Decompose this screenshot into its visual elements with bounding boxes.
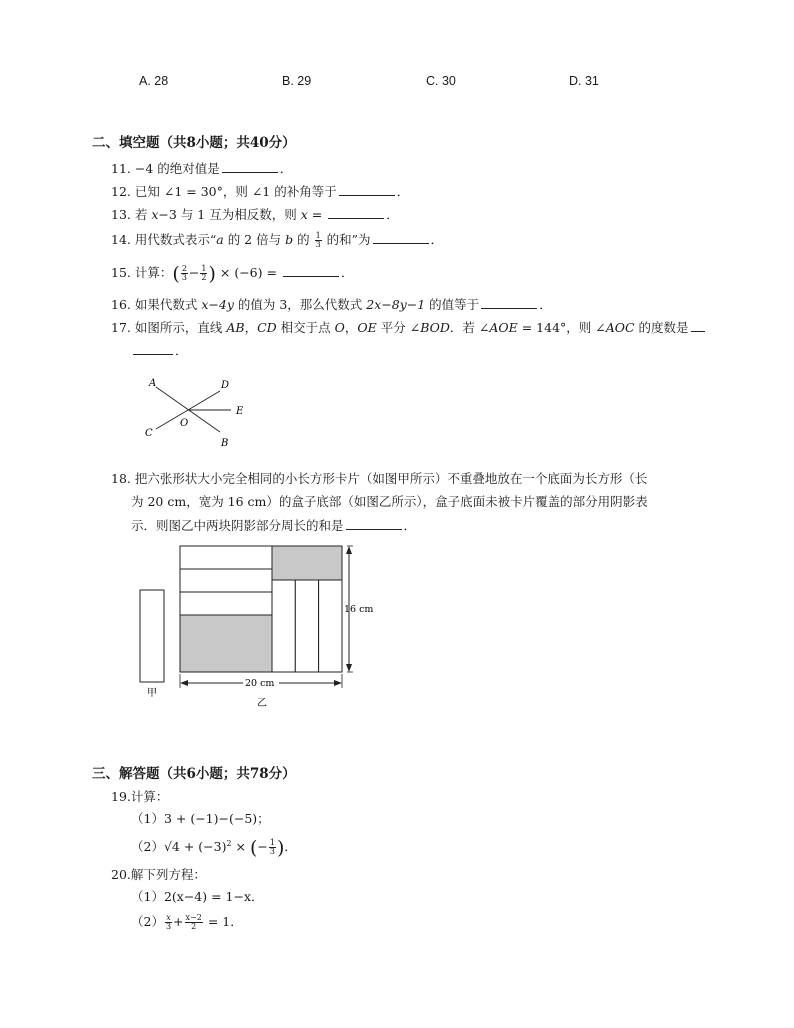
question-19 — [111, 789, 168, 805]
question-text: ． — [340, 265, 354, 280]
option-d: D. 31 — [569, 74, 599, 88]
question-20 — [111, 867, 206, 883]
line-name: AB — [226, 320, 245, 335]
question-text: × (−6) = — [215, 265, 281, 280]
question-text: 的度数是 — [634, 320, 689, 335]
angle-name: BOD — [420, 320, 450, 335]
answer-blank — [691, 319, 705, 332]
question-16 — [111, 296, 552, 313]
card-horizontal — [180, 546, 272, 569]
question-text: 若 — [134, 207, 152, 222]
question-number: 12. — [111, 184, 131, 199]
label-d: D — [221, 380, 230, 391]
question-text: ． — [175, 343, 188, 358]
question-number: 13. — [111, 207, 131, 222]
question-text: 平分 ∠ — [376, 320, 421, 335]
question-text: 计算： — [134, 265, 173, 280]
question-19-part-1: （1）3 + (−1)−(−5)； — [131, 811, 270, 826]
question-text: 把六张形状大小完全相同的小长方形卡片（如图甲所示）不重叠地放在一个底面为长方形（长 — [134, 471, 648, 486]
variable: b — [285, 232, 294, 247]
answer-blank — [481, 296, 537, 309]
fraction: $\frac{1}{2}$ — [201, 264, 207, 282]
question-18 — [111, 471, 647, 487]
question-15: 15. 计算：( $\frac{2}{3}$ − $\frac{1}{2}$ ) × (−6) = ． — [111, 263, 354, 285]
question-text: ， — [344, 320, 358, 335]
question-17 — [111, 319, 707, 336]
expression: = 1． — [203, 914, 243, 929]
shaded-region-right — [272, 546, 342, 580]
height-label: 16 cm — [344, 604, 374, 615]
answer-blank — [339, 183, 395, 196]
question-18-line3 — [131, 517, 416, 534]
fraction: $\frac{x}{3}$ — [165, 913, 172, 931]
question-number: 19. — [111, 789, 131, 804]
ray-name: OE — [357, 320, 377, 335]
option-c: C. 30 — [426, 74, 456, 88]
part-label: （2） — [131, 839, 164, 855]
card-jia — [140, 590, 164, 682]
question-number: 14. — [111, 232, 131, 247]
question-12 — [111, 183, 409, 200]
expression: 2x−8y−1 — [366, 297, 426, 312]
question-text: ．若 ∠ — [449, 320, 490, 335]
angle-name: AOE — [489, 320, 518, 335]
card-vertical — [272, 580, 295, 672]
answer-blank — [133, 342, 173, 355]
answer-blank — [346, 517, 402, 530]
variable: x — [151, 207, 159, 222]
question-18-line2: 为 20 cm，宽为 16 cm）的盒子底部（如图乙所示），盒子底面未被卡片覆盖的部分用阴影表 — [131, 494, 648, 509]
label-a: A — [149, 378, 157, 389]
question-text: 解下列方程： — [130, 867, 206, 882]
exponent: 2 — [226, 839, 232, 848]
question-text: −3 与 1 互为相反数，则 — [158, 207, 301, 222]
question-text: 的值为 3，那么代数式 — [233, 297, 367, 312]
card-horizontal — [180, 569, 272, 592]
question-text: 的 2 倍与 — [223, 232, 286, 247]
label-jia: 甲 — [147, 688, 157, 699]
question-number: 11. — [111, 161, 131, 176]
figure-18-card-box — [135, 540, 375, 712]
option-a: A. 28 — [139, 74, 169, 88]
expression: × — [231, 839, 250, 855]
section-2-title: 二、填空题（共8小题；共40分） — [92, 135, 296, 151]
question-text: ． — [430, 232, 444, 247]
question-20-part-1: （1）2(x−4) = 1−x． — [131, 889, 264, 904]
point-name: O — [334, 320, 345, 335]
fraction: $\frac{1}{3}$ — [315, 231, 321, 249]
question-number: 18. — [111, 471, 131, 486]
angle-name: AOC — [605, 320, 635, 335]
expression: x−4y — [201, 297, 234, 312]
question-number: 20. — [111, 867, 131, 882]
question-text: −4 的绝对值是 — [134, 161, 220, 176]
variable: a — [216, 232, 224, 247]
question-text: ． — [403, 518, 417, 533]
question-text: 用代数式表示“ — [134, 232, 217, 247]
label-b: B — [221, 438, 229, 449]
label-c: C — [145, 428, 153, 439]
question-number: 15. — [111, 265, 131, 280]
label-o: O — [180, 418, 189, 429]
expression: √4 + (−3) — [163, 839, 227, 855]
question-text: 相交于点 — [276, 320, 335, 335]
question-text: ． — [386, 207, 399, 222]
answer-blank — [373, 231, 429, 244]
option-b: B. 29 — [282, 74, 312, 88]
label-e: E — [236, 406, 244, 417]
question-text: = — [307, 207, 327, 222]
question-text: 示．则图乙中两块阴影部分周长的和是 — [131, 518, 344, 533]
card-horizontal — [180, 592, 272, 615]
fraction: $\frac{2}{3}$ — [181, 264, 187, 282]
question-text: = 144°，则 ∠ — [517, 320, 606, 335]
question-text: 如图所示，直线 — [134, 320, 227, 335]
fraction: $\frac{1}{3}$ — [269, 838, 275, 857]
question-text: 的 — [293, 232, 314, 247]
expression: ． — [284, 839, 297, 855]
question-text: ， — [244, 320, 258, 335]
answer-blank — [222, 160, 278, 173]
question-text: 已知 ∠1 = 30°，则 ∠1 的补角等于 — [134, 184, 337, 199]
answer-blank — [283, 264, 339, 277]
fraction: $\frac{x-2}{2}$ — [185, 913, 202, 931]
question-19-part-2: $(2)√4 + (-3)^2$ × (− $\frac{1}{3}$ )． — [131, 837, 297, 860]
question-14 — [111, 231, 443, 249]
question-13 — [111, 206, 399, 223]
card-vertical — [295, 580, 318, 672]
question-text: 计算： — [130, 789, 169, 804]
question-number: 16. — [111, 297, 131, 312]
width-label: 20 cm — [245, 678, 275, 689]
question-text: 的和”为 — [322, 232, 371, 247]
question-11 — [111, 160, 292, 177]
variable: x — [300, 207, 308, 222]
question-text: ． — [396, 184, 410, 199]
question-text: 的值等于 — [425, 297, 480, 312]
question-number: 17. — [111, 320, 131, 335]
question-17-continued — [131, 342, 188, 359]
section-3-title: 三、解答题（共6小题；共78分） — [92, 766, 296, 782]
question-text: ． — [539, 297, 552, 312]
answer-blank — [328, 206, 384, 219]
shaded-region-left — [180, 615, 272, 672]
line-name: CD — [257, 320, 277, 335]
card-vertical — [319, 580, 342, 672]
question-20-part-2: （2） $\frac{x}{3}$ + $\frac{x-2}{2}$ = 1． — [131, 913, 243, 931]
question-text: 如果代数式 — [134, 297, 202, 312]
label-yi: 乙 — [257, 698, 267, 709]
question-text: ． — [279, 161, 293, 176]
part-label: （2） — [131, 914, 164, 929]
figure-17-intersecting-lines — [140, 372, 260, 450]
